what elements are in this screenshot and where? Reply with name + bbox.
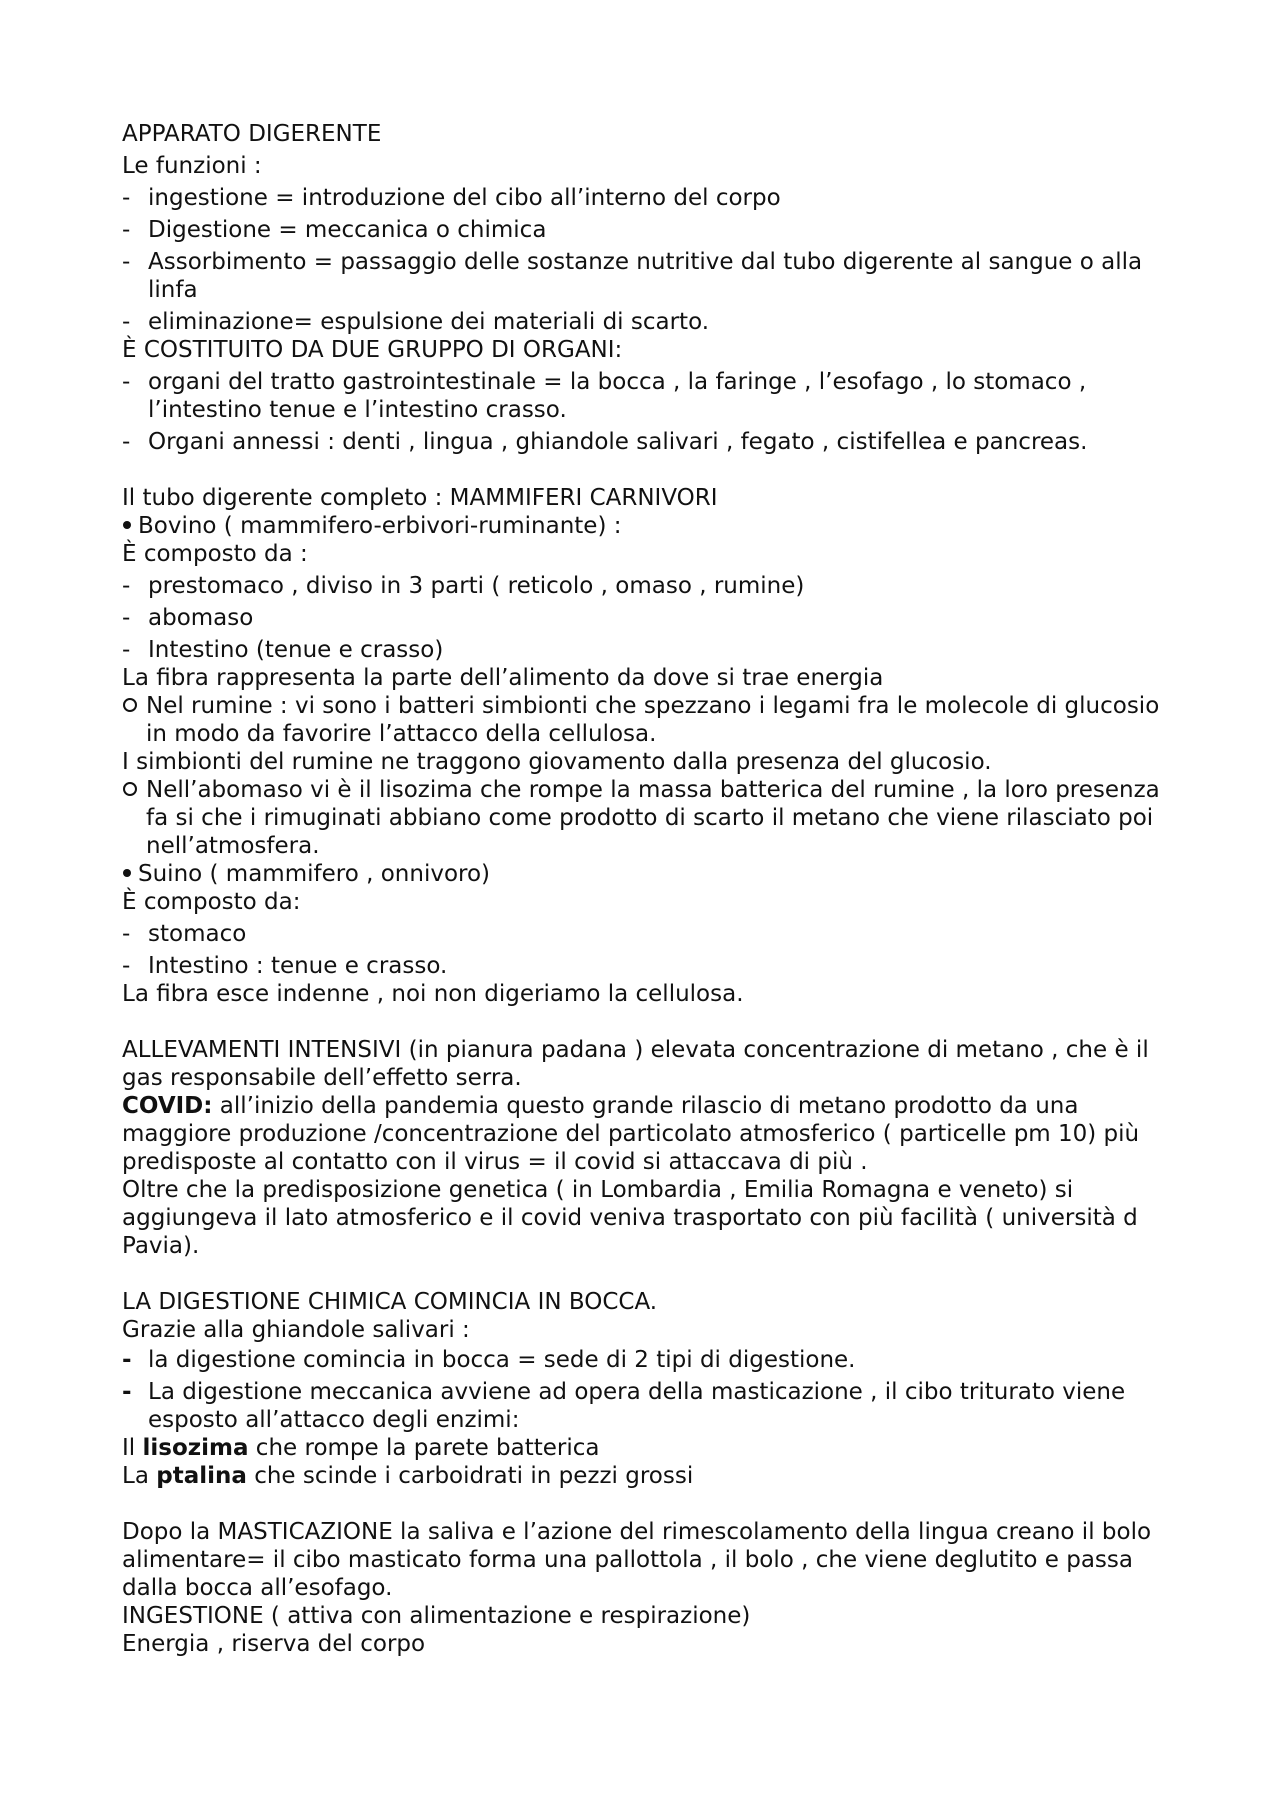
page-title: APPARATO DIGERENTE xyxy=(122,121,382,147)
list-item-text: la digestione comincia in bocca = sede di 2 tipi di digestione. xyxy=(148,1347,856,1373)
list-item xyxy=(122,248,1182,304)
list-item xyxy=(122,184,1182,212)
farming-paragraph: ALLEVAMENTI INTENSIVI (in pianura padana ) elevata concentrazione di metano , che è il gas responsabile dell’effetto serra. xyxy=(122,1037,1149,1091)
spacer xyxy=(122,1490,1182,1518)
dash-marker: - xyxy=(122,309,131,335)
chemical-intro: Grazie alla ghiandole salivari : xyxy=(122,1317,470,1343)
dash-marker: - xyxy=(122,429,131,455)
circle-bullet-icon xyxy=(123,698,137,712)
ptyalin-word: ptalina xyxy=(156,1463,247,1489)
bovine-heading xyxy=(122,512,1182,540)
ingestion-line: INGESTIONE ( attiva con alimentazione e respirazione) xyxy=(122,1603,751,1629)
dash-marker: - xyxy=(122,605,131,631)
bullet-icon xyxy=(123,869,131,877)
functions-heading: Le funzioni : xyxy=(122,153,262,179)
document-body xyxy=(122,120,1182,1658)
list-item xyxy=(122,216,1182,244)
list-item xyxy=(122,920,1182,948)
swine-label: Suino ( mammifero , onnivoro) xyxy=(138,861,491,887)
list-item-text: Intestino (tenue e crasso) xyxy=(148,637,444,663)
covid-paragraph xyxy=(122,1092,1182,1176)
dash-marker: - xyxy=(122,637,131,663)
dash-marker: - xyxy=(122,1347,132,1373)
covid-label: COVID: xyxy=(122,1093,213,1119)
lysozyme-word: lisozima xyxy=(142,1435,249,1461)
list-item-text: Assorbimento = passaggio delle sostanze nutritive dal tubo digerente al sangue o alla linfa xyxy=(148,249,1143,303)
spacer xyxy=(122,1260,1182,1288)
list-item-text: Digestione = meccanica o chimica xyxy=(148,217,547,243)
list-item-text: ingestione = introduzione del cibo all’interno del corpo xyxy=(148,185,781,211)
list-item xyxy=(122,428,1182,456)
dash-marker: - xyxy=(122,1379,132,1405)
lysozyme-prefix: Il xyxy=(122,1435,143,1461)
list-item-text: organi del tratto gastrointestinale = la bocca , la faringe , l’esofago , lo stomaco , l’intestino tenue e l’intestino crasso. xyxy=(148,369,1087,423)
list-item-text: La digestione meccanica avviene ad opera della masticazione , il cibo triturato viene esposto all’attacco degli enzimi: xyxy=(148,1379,1126,1433)
bovine-fiber-note: La fibra rappresenta la parte dell’alimento da dove si trae energia xyxy=(122,665,884,691)
ptyalin-prefix: La xyxy=(122,1463,157,1489)
list-item-text: stomaco xyxy=(148,921,247,947)
tube-heading: Il tubo digerente completo : MAMMIFERI CARNIVORI xyxy=(122,485,718,511)
dash-marker: - xyxy=(122,921,131,947)
dash-marker: - xyxy=(122,249,131,275)
dash-marker: - xyxy=(122,573,131,599)
organs-heading: È COSTITUITO DA DUE GRUPPO DI ORGANI: xyxy=(122,337,623,363)
bovine-label: Bovino ( mammifero-erbivori-ruminante) : xyxy=(138,513,622,539)
list-item xyxy=(122,776,1182,860)
swine-heading xyxy=(122,860,1182,888)
swine-composed: È composto da: xyxy=(122,889,301,915)
list-item xyxy=(122,636,1182,664)
list-item-text: abomaso xyxy=(148,605,254,631)
abomasum-note: Nell’abomaso vi è il lisozima che rompe la massa batterica del rumine , la loro presenza fa si che i rimuginati abbiano come prodotto di scarto il metano che viene rilasciato poi nell’atmosfera. xyxy=(146,777,1160,859)
dash-marker: - xyxy=(122,369,131,395)
symbionts-note: I simbionti del rumine ne traggono giovamento dalla presenza del glucosio. xyxy=(122,749,992,775)
ptyalin-line xyxy=(122,1462,1182,1490)
bovine-composed: È composto da : xyxy=(122,541,308,567)
covid-text: all’inizio della pandemia questo grande rilascio di metano prodotto da una maggiore produzione /concentrazione del particolato atmosferico ( particelle pm 10) più predisposte al contatto con il virus = il covid si attaccava di più . xyxy=(122,1093,1140,1175)
circle-bullet-icon xyxy=(123,782,137,796)
list-item-text: Organi annessi : denti , lingua , ghiandole salivari , fegato , cistifellea e pancreas. xyxy=(148,429,1088,455)
dash-marker: - xyxy=(122,217,131,243)
dash-marker: - xyxy=(122,185,131,211)
genetics-paragraph: Oltre che la predisposizione genetica ( in Lombardia , Emilia Romagna e veneto) si aggiungeva il lato atmosferico e il covid veniva trasportato con più facilità ( università d Pavia). xyxy=(122,1177,1138,1259)
list-item xyxy=(122,692,1182,748)
list-item xyxy=(122,952,1182,980)
rumen-note: Nel rumine : vi sono i batteri simbionti che spezzano i legami fra le molecole di glucosio in modo da favorire l’attacco della cellulosa. xyxy=(146,693,1160,747)
list-item-text: Intestino : tenue e crasso. xyxy=(148,953,448,979)
spacer xyxy=(122,1008,1182,1036)
list-item-text: eliminazione= espulsione dei materiali di scarto. xyxy=(148,309,710,335)
dash-marker: - xyxy=(122,953,131,979)
bullet-icon xyxy=(123,521,131,529)
ptyalin-suffix: che scinde i carboidrati in pezzi grossi xyxy=(246,1463,694,1489)
lysozyme-suffix: che rompe la parete batterica xyxy=(248,1435,600,1461)
energy-line: Energia , riserva del corpo xyxy=(122,1631,426,1657)
list-item xyxy=(122,308,1182,336)
chemical-heading: LA DIGESTIONE CHIMICA COMINCIA IN BOCCA. xyxy=(122,1289,658,1315)
list-item xyxy=(122,604,1182,632)
list-item-text: prestomaco , diviso in 3 parti ( reticolo , omaso , rumine) xyxy=(148,573,805,599)
list-item xyxy=(122,368,1182,424)
list-item xyxy=(122,1378,1182,1434)
swine-fiber-note: La fibra esce indenne , noi non digeriamo la cellulosa. xyxy=(122,981,744,1007)
bolus-paragraph: Dopo la MASTICAZIONE la saliva e l’azione del rimescolamento della lingua creano il bolo alimentare= il cibo masticato forma una pallottola , il bolo , che viene deglutito e passa dalla bocca all’esofago. xyxy=(122,1519,1152,1601)
list-item xyxy=(122,572,1182,600)
spacer xyxy=(122,456,1182,484)
lysozyme-line xyxy=(122,1434,1182,1462)
list-item xyxy=(122,1346,1182,1374)
